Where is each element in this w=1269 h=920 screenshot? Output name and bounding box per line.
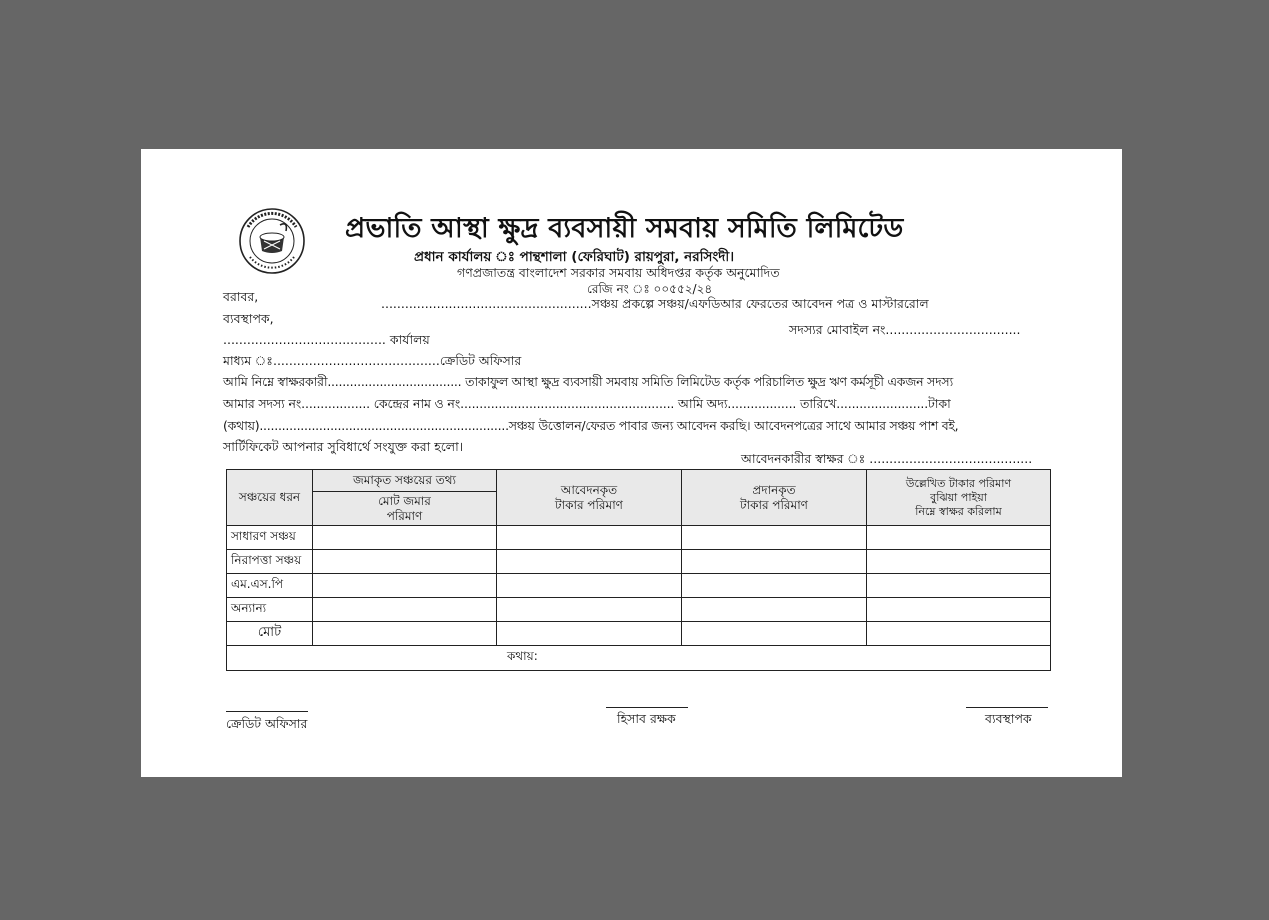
table-cell[interactable] (682, 598, 867, 622)
header-paid-amount (682, 470, 867, 526)
credit-officer-label: ক্রেডিট অফিসার (226, 716, 308, 731)
header-paid-line-2: টাকার পরিমাণ (740, 497, 808, 512)
accountant-label: হিসাব রক্ষক (617, 711, 676, 726)
in-words-row (227, 646, 1051, 671)
table-cell[interactable] (497, 598, 682, 622)
header-savings-type: সঞ্চয়ের ধরন (227, 470, 313, 526)
table-cell[interactable] (867, 622, 1051, 646)
head-office-address: প্রধান কার্যালয় ঃ পান্থশালা (ফেরিঘাট) রায়পুরা, নরসিংদী। (414, 249, 735, 265)
table-cell[interactable] (682, 622, 867, 646)
declaration-line-1: আমি নিম্নে স্বাক্ষরকারী.................................... তাকাফুল আস্থা ক্ষুদ্র ব্যবসায়ী সমবায় সমিতি লিমিটেড কর্তৃক পরিচালিত ক্ষুদ্র ঋণ কর্মসূচী একজন সদস্য (223, 374, 954, 389)
table-cell[interactable] (682, 574, 867, 598)
table-cell[interactable] (313, 622, 497, 646)
via-credit-officer-field[interactable]: মাধ্যম ঃ..........................................ক্রেডিট অফিসার (223, 353, 522, 368)
header-deposit-info: জমাকৃত সঞ্চয়ের তথ্য (313, 470, 497, 492)
office-field[interactable]: ......................................... কার্যালয় (223, 332, 430, 347)
table-cell[interactable] (497, 622, 682, 646)
row-label: এম.এস.পি (227, 574, 313, 598)
table-cell[interactable] (497, 574, 682, 598)
manager-label: ব্যবস্থাপক (985, 711, 1032, 726)
table-cell[interactable] (313, 574, 497, 598)
organization-title: প্রভাতি আস্থা ক্ষুদ্র ব্যবসায়ী সমবায় সমিতি লিমিটেড (345, 213, 904, 244)
header-received-acknowledgement (867, 470, 1051, 526)
table-row (227, 598, 1051, 622)
table-cell[interactable] (867, 598, 1051, 622)
header-received-line-1: উল্লেখিত টাকার পরিমাণ (905, 476, 1012, 490)
row-label: সাধারণ সঞ্চয় (227, 526, 313, 550)
table-cell[interactable] (682, 550, 867, 574)
accountant-signature-line (606, 707, 688, 708)
total-label: মোট (227, 622, 313, 646)
header-applied-amount (497, 470, 682, 526)
organization-seal (234, 207, 310, 275)
table-cell[interactable] (867, 526, 1051, 550)
declaration-line-2: আমার সদস্য নং.................. কেন্দ্রের নাম ও নং........................................................ আমি অদ্য.................. তারিখে........................টাকা (223, 396, 951, 411)
header-paid-line-1: প্রদানকৃত (752, 482, 796, 497)
declaration-line-4: সার্টিফিকেট আপনার সুবিধার্থে সংযুক্ত করা হলো। (223, 439, 464, 454)
header-applied-line-1: আবেদনকৃত (560, 482, 618, 497)
registration-number: রেজি নং ঃ ০০৫৫২/২৪ (587, 282, 713, 296)
header-total-deposit-line-1: মোট জমার (378, 493, 431, 508)
table-row (227, 526, 1051, 550)
table-cell[interactable] (497, 550, 682, 574)
salutation-manager: ব্যবস্থাপক, (223, 311, 274, 326)
savings-table (226, 469, 1051, 671)
credit-officer-signature-line (226, 711, 308, 712)
table-row (227, 574, 1051, 598)
table-cell[interactable] (313, 550, 497, 574)
table-row (227, 550, 1051, 574)
form-title: .....................................................সঞ্চয় প্রকল্পে সঞ্চয়/এফডিআর ফেরতের আবেদন পত্র ও মাস্টাররোল (381, 296, 929, 311)
table-cell[interactable] (497, 526, 682, 550)
header-total-deposit (313, 492, 497, 526)
table-cell[interactable] (682, 526, 867, 550)
row-label: অন্যান্য (227, 598, 313, 622)
total-row (227, 622, 1051, 646)
approval-note: গণপ্রজাতন্ত্র বাংলাদেশ সরকার সমবায় অধিদপ্তর কর্তৃক অনুমোদিত (457, 265, 780, 280)
table-cell[interactable] (313, 598, 497, 622)
in-words-cell[interactable] (227, 646, 1051, 671)
manager-signature-line (966, 707, 1048, 708)
header-total-deposit-line-2: পরিমাণ (386, 508, 423, 523)
table-cell[interactable] (867, 550, 1051, 574)
applicant-signature-field[interactable]: আবেদনকারীর স্বাক্ষর ঃ ......................................... (741, 451, 1033, 466)
row-label: নিরাপত্তা সঞ্চয় (227, 550, 313, 574)
in-words-label: কথায়: (507, 649, 538, 663)
member-mobile-field[interactable]: সদস্যর মোবাইল নং.................................. (789, 322, 1021, 337)
declaration-line-3: (কথায়)...................................................................সঞ্চয় উত্তোলন/ফেরত পাবার জন্য আবেদন করছি। আবেদনপত্রের সাথে আমার সঞ্চয় পাশ বই, (223, 418, 959, 433)
header-applied-line-2: টাকার পরিমাণ (555, 497, 623, 512)
salutation-to: বরাবর, (223, 289, 259, 304)
table-cell[interactable] (313, 526, 497, 550)
header-received-line-3: নিম্নে স্বাক্ষর করিলাম (915, 504, 1002, 518)
table-cell[interactable] (867, 574, 1051, 598)
header-received-line-2: বুঝিয়া পাইয়া (930, 490, 987, 504)
